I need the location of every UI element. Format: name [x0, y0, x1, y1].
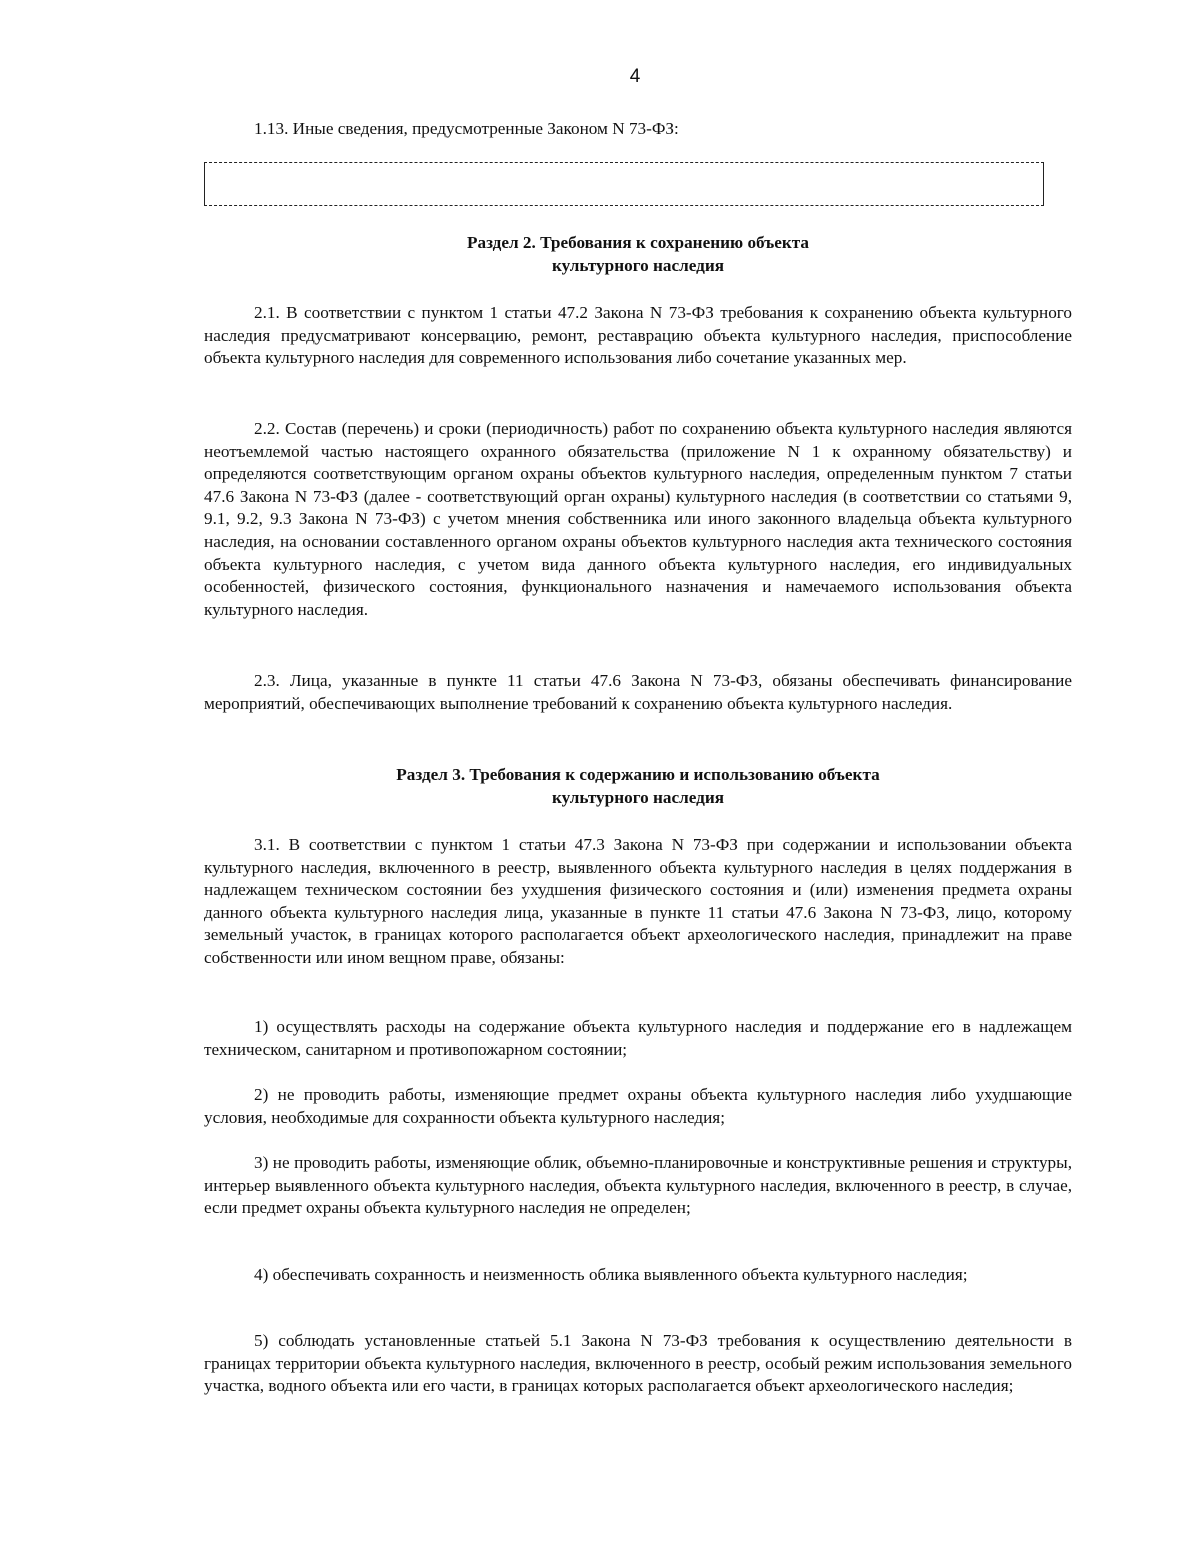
list-item [204, 1330, 1072, 1398]
section-2-title-line-1: Раздел 2. Требования к сохранению объекта [466, 233, 809, 252]
list-item [204, 1016, 1072, 1061]
paragraph-2-2 [204, 418, 1072, 621]
list-item-3-text: 3) не проводить работы, изменяющие облик, объемно-планировочные и конструктивные решения и структуры, интерьер выявленного объекта культурного наследия, объекта культурного наследия, включенного в реестр, в случае, если предмет охраны объекта культурного наследия не определен; [204, 1153, 1072, 1218]
section-3-title-line-1: Раздел 3. Требования к содержанию и использованию объекта [396, 765, 880, 784]
list-item-4-text: 4) обеспечивать сохранность и неизменность облика выявленного объекта культурного наследия; [254, 1265, 968, 1284]
section-3-title-line-2: культурного наследия [551, 787, 725, 807]
list-item [204, 1264, 1072, 1287]
paragraph-2-3-text: 2.3. Лица, указанные в пункте 11 статьи 47.6 Закона N 73-ФЗ, обязаны обеспечивать финансирование мероприятий, обеспечивающих выполнение требований к сохранению объекта культурного наследия. [204, 671, 1072, 713]
item-1-13: 1.13. Иные сведения, предусмотренные Законом N 73-ФЗ: [254, 119, 679, 138]
paragraph-3-1-text: 3.1. В соответствии с пунктом 1 статьи 47.3 Закона N 73-ФЗ при содержании и использовании объекта культурного наследия, включенного в реестр, выявленного объекта культурного наследия в целях поддержания в надлежащем техническом состоянии без ухудшения физического состояния и (или) изменения предмета охраны данного объекта культурного наследия лица, указанные в пункте 11 статьи 47.6 Закона N 73-ФЗ, лицо, которому земельный участок, в границах которого располагается объект археологического наследия, принадлежит на праве собственности или ином вещном праве, обязаны: [204, 835, 1072, 967]
section-3-heading [204, 764, 1072, 809]
paragraph-2-1 [204, 302, 1072, 370]
list-item-2-text: 2) не проводить работы, изменяющие предмет охраны объекта культурного наследия либо ухудшающие условия, необходимые для сохранности объекта культурного наследия; [204, 1085, 1072, 1127]
list-item [204, 1152, 1072, 1220]
blank-info-field [204, 162, 1044, 206]
section-2-title-line-2: культурного наследия [551, 255, 725, 275]
paragraph-2-1-text: 2.1. В соответствии с пунктом 1 статьи 47.2 Закона N 73-ФЗ требования к сохранению объекта культурного наследия предусматривают консервацию, ремонт, реставрацию объекта культурного наследия, приспособление объекта культурного наследия для современного использования либо сочетание указанных мер. [204, 303, 1072, 368]
list-item [204, 1084, 1072, 1129]
page-number: 4 [629, 66, 641, 87]
list-item-1-text: 1) осуществлять расходы на содержание объекта культурного наследия и поддержание его в надлежащем техническом, санитарном и противопожарном состоянии; [204, 1017, 1072, 1059]
paragraph-2-3 [204, 670, 1072, 715]
list-item-5-text: 5) соблюдать установленные статьей 5.1 Закона N 73-ФЗ требования к осуществлению деятельности в границах территории объекта культурного наследия, включенного в реестр, особый режим использования земельного участка, водного объекта или его части, в границах которых располагается объект археологического наследия; [204, 1331, 1072, 1396]
paragraph-3-1 [204, 834, 1072, 970]
section-2-heading [204, 232, 1072, 277]
paragraph-2-2-text: 2.2. Состав (перечень) и сроки (периодичность) работ по сохранению объекта культурного наследия являются неотъемлемой частью настоящего охранного обязательства (приложение N 1 к охранному обязательству) и определяются соответствующим органом охраны объектов культурного наследия, определенным пунктом 7 статьи 47.6 Закона N 73-ФЗ (далее - соответствующий орган охраны) культурного наследия (в соответствии со статьями 9, 9.1, 9.2, 9.3 Закона N 73-ФЗ) с учетом мнения собственника или иного законного владельца объекта культурного наследия, на основании составленного органом охраны объектов культурного наследия акта технического состояния объекта культурного наследия, с учетом вида данного объекта культурного наследия, его индивидуальных особенностей, физического состояния, функционального назначения и намечаемого использования объекта культурного наследия. [204, 419, 1072, 619]
